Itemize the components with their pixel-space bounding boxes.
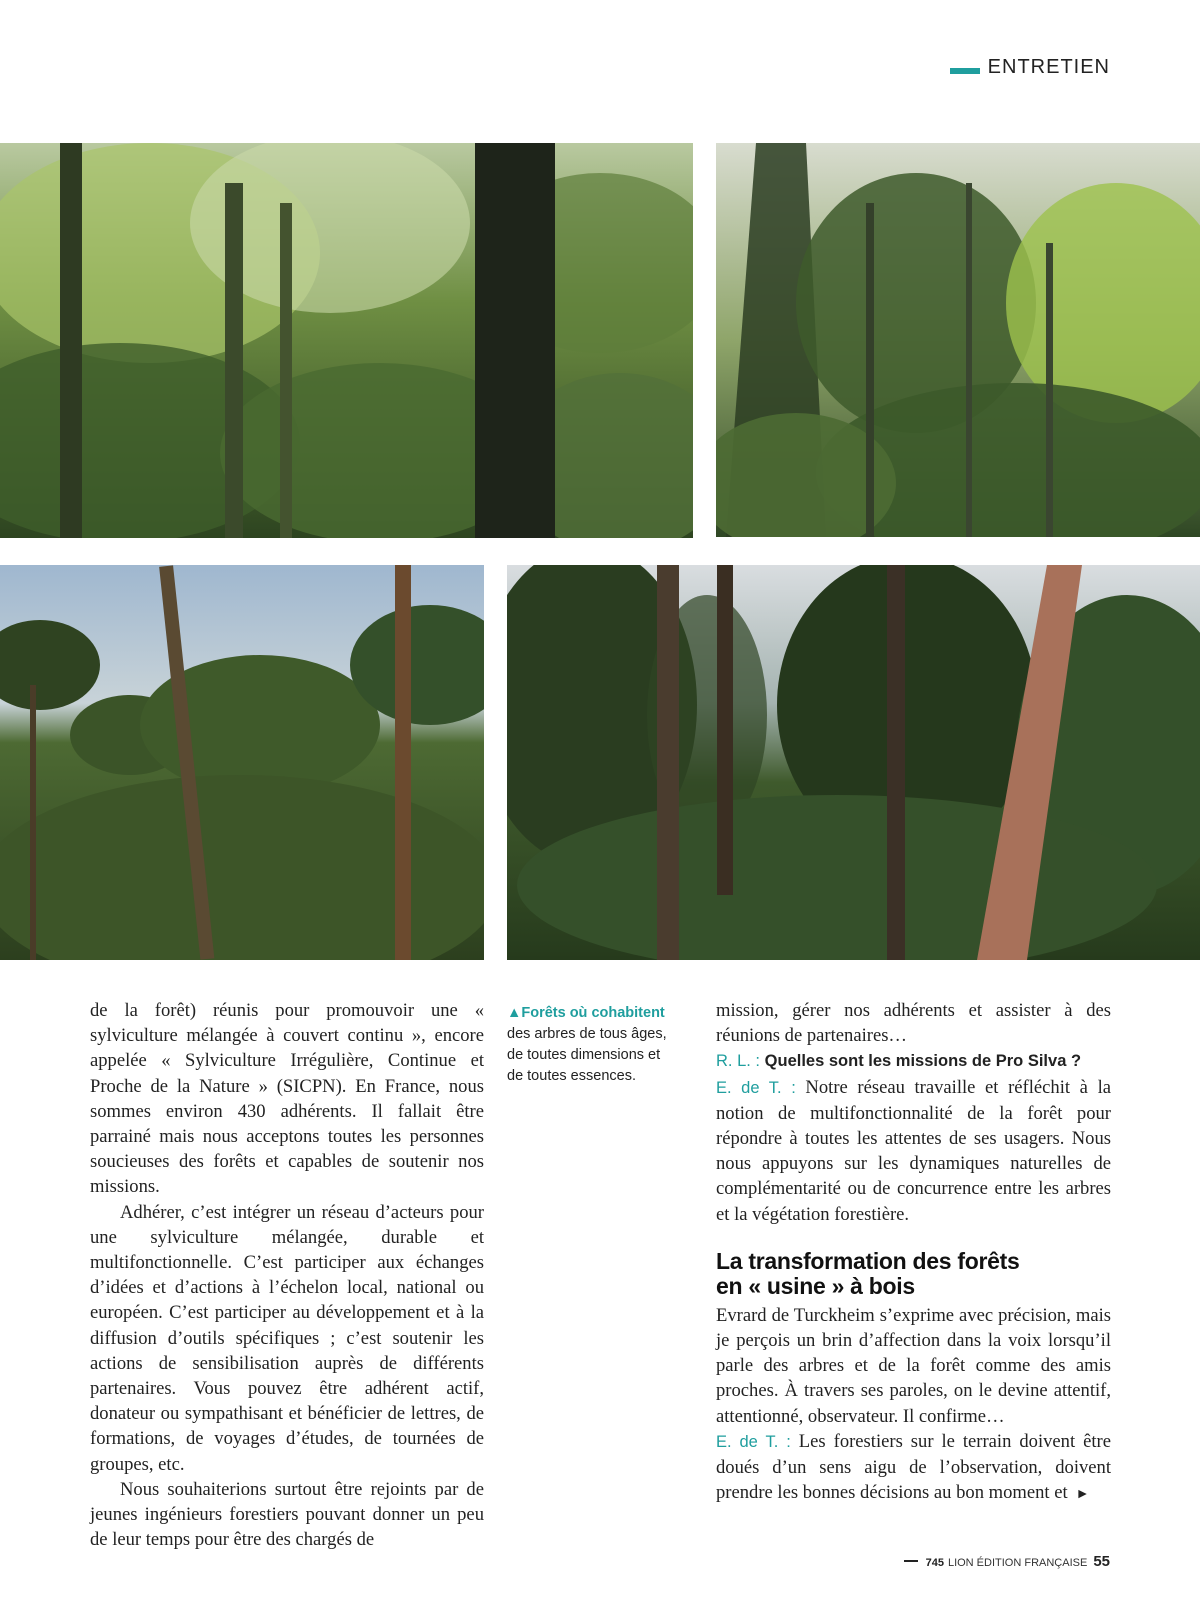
magazine-name: LION ÉDITION FRANÇAISE — [947, 1557, 1088, 1569]
page-footer — [904, 1553, 1110, 1570]
forest-photo-4 — [507, 565, 1200, 960]
left-paragraph-2: Adhérer, c’est intégrer un réseau d’acteurs pour une sylviculture mélangée, durable et multifonctionnelle. C’est participer aux échanges d’idées et d’actions à l’échelon local, national ou européen. C’est participer au développement et à la diffusion d’outils spécifiques ; c’est soutenir les actions de sensibilisation auprès de différents partenaires. Vous pouvez être adhérent actif, donateur ou sympathisant et bénéficier de lettres, de formations, de voyages d’études, de tournées de groupes, etc. — [90, 1201, 484, 1475]
forest-photo-1 — [0, 143, 693, 538]
right-paragraph-2: Evrard de Turckheim s’exprime avec précision, mais je perçois un brin d’affection dans la voix lorsqu’il parle des arbres et de la forêt comme des amis proches. À travers ses paroles, on le devine attentif, attentionné, observateur. Il confirme… — [716, 1304, 1111, 1427]
left-text-column — [90, 998, 484, 1552]
question-1 — [716, 1048, 1111, 1074]
caption-title: Forêts où cohabitent — [521, 1005, 665, 1021]
section-accent-bar — [950, 68, 980, 74]
photo-caption — [507, 1003, 672, 1087]
page-number: 55 — [1093, 1553, 1110, 1570]
left-paragraph-3: Nous souhaiterions surtout être rejoints par de jeunes ingénieurs forestiers pouvant donner un peu de leur temps pour être des chargés de — [90, 1478, 484, 1551]
section-subheading — [716, 1249, 1111, 1299]
forest-photo-2 — [716, 143, 1200, 537]
subheading-line-1: La transformation des forêts — [716, 1247, 1020, 1274]
caption-text: des arbres de tous âges, de toutes dimensions et de toutes essences. — [507, 1026, 667, 1084]
question-text: Quelles sont les missions de Pro Silva ? — [764, 1052, 1082, 1071]
caption-arrow-icon: ▲ — [507, 1005, 522, 1021]
answer-2 — [716, 1429, 1111, 1508]
subheading-line-2: en « usine » à bois — [716, 1272, 915, 1299]
forest-photo-3 — [0, 565, 484, 960]
continue-arrow-icon: ► — [1075, 1487, 1090, 1503]
right-text-column — [716, 998, 1111, 1507]
answer-text: Les forestiers sur le terrain doivent être doués d’un sens aigu de l’observation, doivent prendre les bonnes décisions au bon moment et — [716, 1430, 1111, 1504]
answer-speaker: E. de T. : — [716, 1432, 791, 1451]
section-label: ENTRETIEN — [987, 56, 1110, 78]
right-paragraph-1: mission, gérer nos adhérents et assister à des réunions de partenaires… — [716, 1000, 1111, 1047]
answer-speaker: E. de T. : — [716, 1078, 796, 1097]
answer-text: Notre réseau travaille et réfléchit à la notion de multifonctionnalité de la forêt pour répondre à toutes les attentes de ses usagers. Nous nous appuyons sur les dynamiques naturelles de complémentarité ou de concurrence entre les arbres et la végétation forestière. — [716, 1076, 1111, 1225]
answer-1 — [716, 1075, 1111, 1227]
footer-dash — [904, 1560, 918, 1562]
section-tag — [950, 56, 1110, 79]
question-speaker: R. L. : — [716, 1052, 761, 1071]
issue-number: 745 — [925, 1557, 944, 1569]
left-paragraph-1: de la forêt) réunis pour promouvoir une « sylviculture mélangée à couvert continu », encore appelée « Sylviculture Irrégulière, Continue et Proche de la Nature » (SICPN). En France, nous sommes environ 430 adhérents. Il fallait être parrainé mais nous acceptons toutes les personnes soucieuses des forêts et capables de soutenir nos missions. — [90, 1000, 484, 1198]
